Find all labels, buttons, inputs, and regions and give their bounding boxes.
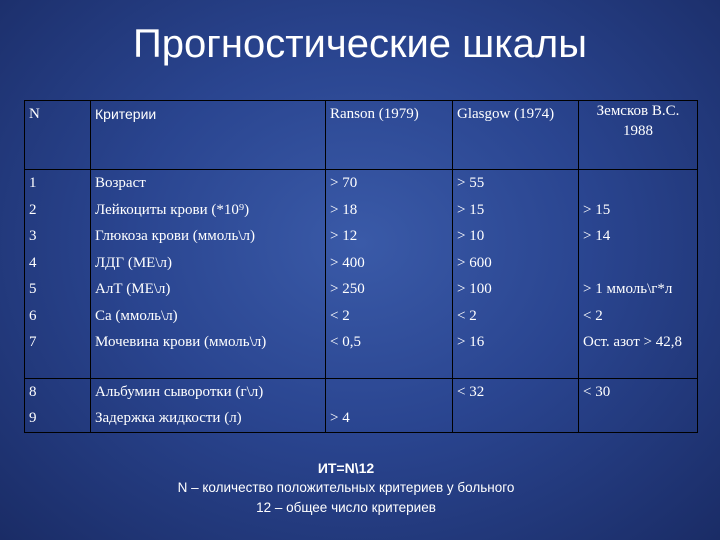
block2-criteria-cell (91, 378, 326, 432)
row-number: 9 (29, 410, 37, 426)
page-title: Прогностические шкалы (133, 22, 587, 66)
zemskov-value: > 14 (583, 228, 611, 244)
criterion-label: АлТ (МЕ\л) (95, 281, 171, 297)
header-zemskov: Земсков В.С. 1988 (579, 101, 698, 170)
row-number: 2 (29, 201, 37, 218)
glasgow-value: < 2 (457, 307, 477, 324)
header-ranson: Ranson (1979) (326, 101, 453, 170)
header-glasgow: Glasgow (1974) (453, 101, 579, 170)
criterion-label: Лейкоциты крови (*10⁹) (95, 201, 250, 218)
criterion-label: Са (ммоль\л) (95, 307, 178, 324)
zemskov-value: > 15 (583, 201, 611, 218)
block2-zemskov-cell (579, 378, 698, 432)
criterion-label: Глюкоза крови (ммоль\л) (95, 228, 255, 244)
row-number: 4 (29, 254, 37, 271)
glasgow-value: > 16 (457, 334, 485, 350)
glasgow-value: > 55 (457, 175, 485, 191)
formula: ИТ=N\12 (317, 460, 375, 476)
table-block-1 (25, 170, 698, 379)
ranson-value: > 4 (330, 410, 350, 426)
footer-line-2: 12 – общее число критериев (256, 500, 436, 515)
row-number: 7 (29, 334, 37, 350)
block2-n-cell (25, 378, 91, 432)
glasgow-value: > 600 (457, 254, 492, 271)
ranson-value: > 12 (330, 228, 358, 244)
row-number: 5 (29, 281, 37, 297)
zemskov-value: Ост. азот > 42,8 (583, 334, 682, 350)
glasgow-value: > 15 (457, 201, 485, 218)
criterion-label: Возраст (95, 175, 146, 191)
footer-notes (0, 458, 692, 518)
zemskov-value: > 1 ммоль\г*л (583, 281, 673, 297)
block2-ranson-cell (326, 378, 453, 432)
zemskov-value (583, 250, 693, 277)
ranson-value (330, 379, 448, 406)
zemskov-value: < 2 (583, 307, 603, 324)
footer-line-1: N – количество положительных критериев у больного (177, 480, 515, 495)
prognostic-scales-table (24, 100, 698, 433)
glasgow-value (457, 405, 574, 432)
ranson-value: < 2 (330, 307, 350, 324)
glasgow-value: > 100 (457, 281, 492, 297)
table-header-row (25, 101, 698, 170)
block1-glasgow-cell (453, 170, 579, 379)
ranson-value: > 18 (330, 201, 358, 218)
ranson-value: > 400 (330, 254, 365, 271)
criterion-label: Альбумин сыворотки (г\л) (95, 383, 264, 400)
zemskov-value: < 30 (583, 383, 611, 400)
glasgow-value: > 10 (457, 228, 485, 244)
zemskov-value (583, 170, 693, 197)
zemskov-value (583, 405, 693, 432)
criterion-label: Мочевина крови (ммоль\л) (95, 334, 267, 350)
block1-criteria-cell (91, 170, 326, 379)
block2-glasgow-cell (453, 378, 579, 432)
ranson-value: < 0,5 (330, 334, 361, 350)
ranson-value: > 250 (330, 281, 365, 297)
header-criteria: Критерии (91, 101, 326, 170)
row-number: 8 (29, 383, 37, 400)
criterion-label: ЛДГ (МЕ\л) (95, 254, 172, 271)
header-n: N (25, 101, 91, 170)
block1-ranson-cell (326, 170, 453, 379)
block1-n-cell (25, 170, 91, 379)
glasgow-value: < 32 (457, 383, 485, 400)
table-block-2 (25, 378, 698, 432)
ranson-value: > 70 (330, 175, 358, 191)
row-number: 3 (29, 228, 37, 244)
criterion-label: Задержка жидкости (л) (95, 410, 242, 426)
row-number: 6 (29, 307, 37, 324)
block1-zemskov-cell (579, 170, 698, 379)
row-number: 1 (29, 175, 37, 191)
